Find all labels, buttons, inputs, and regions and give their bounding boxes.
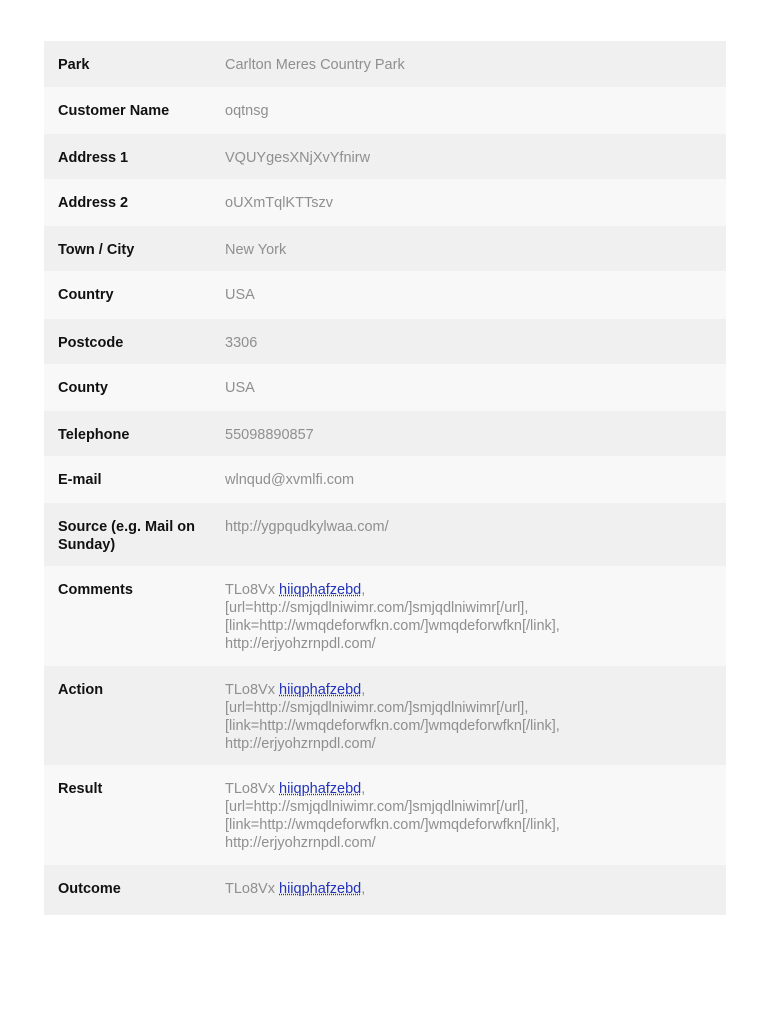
row-park xyxy=(44,41,726,87)
value-line: http://erjyohzrnpdl.com/ xyxy=(225,835,376,851)
value-suffix: , xyxy=(361,881,366,897)
field-label: Result xyxy=(58,781,103,797)
value-line: [url=http://smjqdlniwimr.com/]smjqdlniwimr[/url], xyxy=(225,700,529,716)
row-result xyxy=(44,765,726,865)
row-outcome xyxy=(44,865,726,915)
row-telephone xyxy=(44,411,726,456)
field-value: USA xyxy=(225,287,255,303)
field-value: wlnqud@xvmlfi.com xyxy=(225,472,355,488)
field-value: 3306 xyxy=(225,335,258,351)
value-prefix: TLo8Vx xyxy=(225,682,279,698)
row-country xyxy=(44,271,726,319)
value-link[interactable]: hiiqphafzebd xyxy=(279,582,362,598)
field-label: Action xyxy=(58,682,104,698)
value-link[interactable]: hiiqphafzebd xyxy=(279,881,362,897)
field-value xyxy=(225,581,726,653)
row-town-city xyxy=(44,226,726,271)
row-comments xyxy=(44,566,726,666)
field-value xyxy=(225,681,726,753)
field-value: 55098890857 xyxy=(225,427,314,443)
value-line: [link=http://wmqdeforwfkn.com/]wmqdeforwfkn[/link], xyxy=(225,718,560,734)
field-value: oqtnsg xyxy=(225,103,269,119)
field-label: Address 2 xyxy=(58,195,129,211)
row-address-2 xyxy=(44,179,726,226)
field-value: http://ygpqudkylwaa.com/ xyxy=(225,519,389,535)
row-address-1 xyxy=(44,134,726,179)
value-prefix: TLo8Vx xyxy=(225,582,279,598)
field-value xyxy=(225,780,726,852)
value-line: [link=http://wmqdeforwfkn.com/]wmqdeforwfkn[/link], xyxy=(225,618,560,634)
field-value: New York xyxy=(225,242,287,258)
field-label: Postcode xyxy=(58,335,124,351)
field-label: Comments xyxy=(58,582,133,598)
field-label: Country xyxy=(58,287,114,303)
row-action xyxy=(44,666,726,765)
field-label: E-mail xyxy=(58,472,102,488)
row-customer-name xyxy=(44,87,726,134)
row-source xyxy=(44,503,726,566)
field-value: Carlton Meres Country Park xyxy=(225,57,405,73)
field-label: County xyxy=(58,380,108,396)
row-county xyxy=(44,364,726,411)
value-link[interactable]: hiiqphafzebd xyxy=(279,682,362,698)
field-label: Address 1 xyxy=(58,150,129,166)
field-label: Outcome xyxy=(58,881,121,897)
value-link[interactable]: hiiqphafzebd xyxy=(279,781,362,797)
field-label: Park xyxy=(58,57,90,73)
value-suffix: , xyxy=(361,682,366,698)
field-value: USA xyxy=(225,380,255,396)
field-label: Telephone xyxy=(58,427,130,443)
value-line: http://erjyohzrnpdl.com/ xyxy=(225,636,376,652)
value-suffix: , xyxy=(361,781,366,797)
value-prefix: TLo8Vx xyxy=(225,781,279,797)
field-label: Town / City xyxy=(58,242,135,258)
field-value: VQUYgesXNjXvYfnirw xyxy=(225,150,371,166)
value-prefix: TLo8Vx xyxy=(225,881,279,897)
row-postcode xyxy=(44,319,726,364)
value-suffix: , xyxy=(361,582,366,598)
field-value: oUXmTqlKTTszv xyxy=(225,195,333,211)
field-label: Customer Name xyxy=(58,103,170,119)
customer-details-table xyxy=(44,41,726,915)
value-line: [url=http://smjqdlniwimr.com/]smjqdlniwimr[/url], xyxy=(225,600,529,616)
row-email xyxy=(44,456,726,503)
value-line: [link=http://wmqdeforwfkn.com/]wmqdeforwfkn[/link], xyxy=(225,817,560,833)
value-line: http://erjyohzrnpdl.com/ xyxy=(225,736,376,752)
field-label: Source (e.g. Mail on Sunday) xyxy=(58,519,195,553)
field-value xyxy=(225,880,726,898)
value-line: [url=http://smjqdlniwimr.com/]smjqdlniwimr[/url], xyxy=(225,799,529,815)
